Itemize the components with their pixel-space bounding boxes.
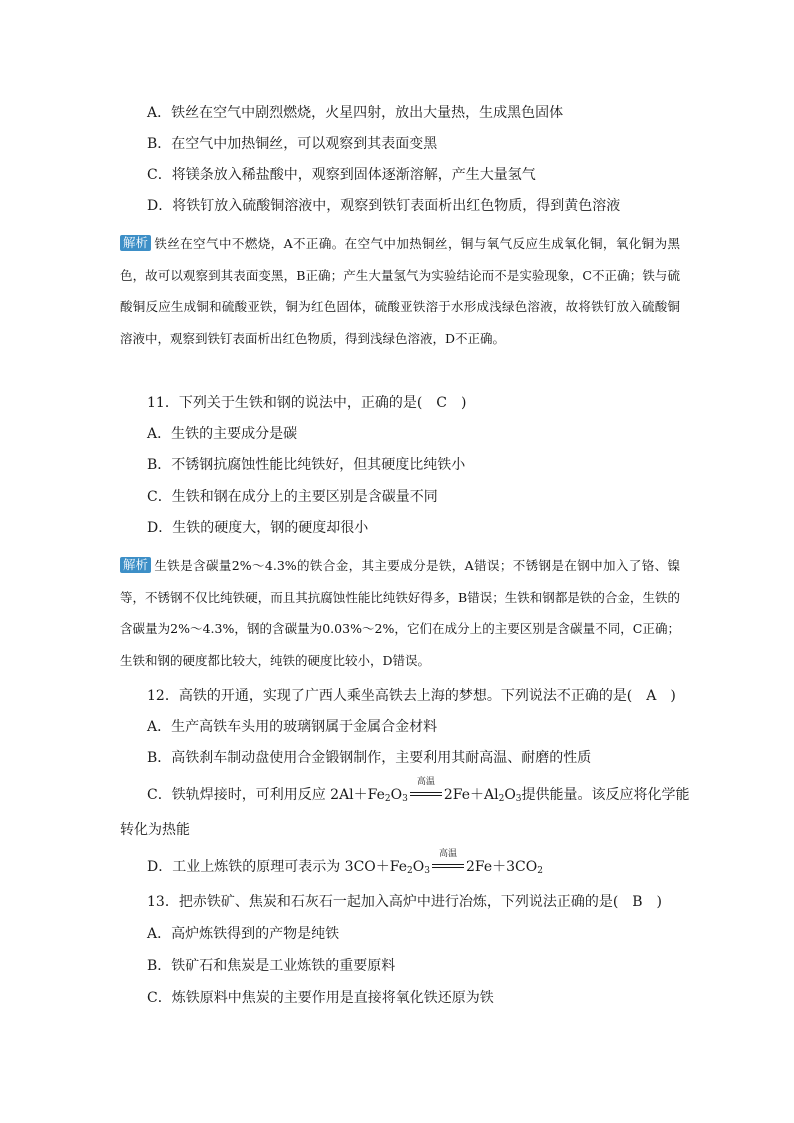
q13-stem: 13．把赤铁矿、焦炭和石灰石一起加入高炉中进行冶炼，下列说法正确的是( B ) bbox=[147, 894, 663, 910]
q11-option-c: C．生铁和钢在成分上的主要区别是含碳量不同 bbox=[147, 489, 438, 505]
analysis-tag: 解析 bbox=[120, 557, 151, 573]
q12-option-d: D．工业上炼铁的原理可表示为 $3CO+Fe_2O_3$ 高温 $2Fe+3CO_2$ bbox=[147, 849, 543, 876]
q12-stem: 12．高铁的开通，实现了广西人乘坐高铁去上海的梦想。下列说法不正确的是( A ) bbox=[147, 688, 676, 704]
q13-option-b: B．铁矿石和焦炭是工业炼铁的重要原料 bbox=[147, 958, 396, 974]
q11-explanation-text: 生铁是含碳量2%～4.3%的铁合金，其主要成分是铁，A错误；不锈钢是在钢中加入了铬、镍等，不锈钢不仅比纯铁硬，而且其抗腐蚀性能比纯铁好得多，B错误；生铁和钢都是铁的合金，生铁的含碳量为2%～4.3%，钢的含碳量为0.03%～2%，它们在成分上的主要区别是含碳量不同，C正确；生铁和钢的硬度都比较大，纯铁的硬度比较小，D错误。 bbox=[120, 558, 680, 669]
q12-option-c: C．铁轨焊接时，可利用反应 $2Al+Fe_2O_3$ 高温 $2Fe+Al_2O_3$提供能量。该反应将化学能 bbox=[147, 777, 690, 804]
q10-option-c: C．将镁条放入稀盐酸中，观察到固体逐渐溶解，产生大量氢气 bbox=[147, 167, 536, 183]
q11-option-d: D．生铁的硬度大，钢的硬度却很小 bbox=[147, 520, 369, 536]
q12-option-b: B．高铁刹车制动盘使用合金锻钢制作，主要利用其耐高温、耐磨的性质 bbox=[147, 750, 592, 766]
q12-option-a: A．生产高铁车头用的玻璃钢属于金属合金材料 bbox=[147, 719, 438, 735]
q11-option-a: A．生铁的主要成分是碳 bbox=[147, 426, 298, 442]
analysis-tag: 解析 bbox=[120, 235, 151, 251]
q11-option-b: B．不锈钢抗腐蚀性能比纯铁好，但其硬度比纯铁小 bbox=[147, 457, 466, 473]
q11-explanation bbox=[120, 550, 680, 677]
q10-explanation-text: 铁丝在空气中不燃烧，A不正确。在空气中加热铜丝，铜与氧气反应生成氧化铜，氧化铜为黑色，故可以观察到其表面变黑，B正确；产生大量氢气为实验结论而不是实验现象，C不正确；铁与硫酸铜反应生成铜和硫酸亚铁，铜为红色固体，硫酸亚铁溶于水形成浅绿色溶液，故将铁钉放入硫酸铜溶液中，观察到铁钉表面析出红色物质，得到浅绿色溶液，D不正确。 bbox=[120, 236, 680, 347]
q12-option-c-continued: 转化为热能 bbox=[120, 822, 190, 838]
q10-option-d: D．将铁钉放入硫酸铜溶液中，观察到铁钉表面析出红色物质，得到黄色溶液 bbox=[147, 198, 621, 214]
q13-option-c: C．炼铁原料中焦炭的主要作用是直接将氧化铁还原为铁 bbox=[147, 990, 494, 1006]
equation-arrow: 高温 bbox=[432, 858, 464, 872]
q10-option-b: B．在空气中加热铜丝，可以观察到其表面变黑 bbox=[147, 136, 438, 152]
q10-explanation bbox=[120, 228, 680, 355]
q10-option-a: A．铁丝在空气中剧烈燃烧，火星四射，放出大量热，生成黑色固体 bbox=[147, 105, 564, 121]
q13-option-a: A．高炉炼铁得到的产物是纯铁 bbox=[147, 926, 340, 942]
q11-stem: 11．下列关于生铁和钢的说法中，正确的是( C ) bbox=[147, 395, 467, 411]
equation-arrow: 高温 bbox=[410, 786, 442, 800]
